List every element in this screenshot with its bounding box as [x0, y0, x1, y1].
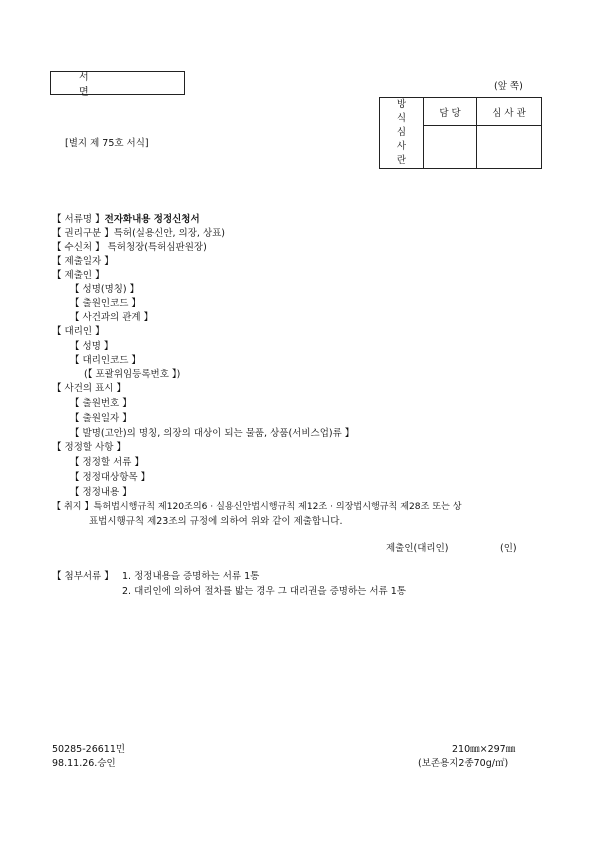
doc-name-label: 【 서류명 】	[52, 214, 105, 225]
right-class: 【 권리구분 】특허(실용신안, 의장, 상표)	[52, 228, 226, 239]
submitter-heading: 【 제출인 】	[52, 270, 105, 281]
doc-name-line	[52, 213, 200, 226]
footer-code: 50285-26611민	[52, 744, 126, 755]
review-col-examiner: 심 사 관	[477, 98, 542, 126]
agent-registration: (【 포괄위임등록번호 】)	[84, 369, 181, 380]
purpose-line-1: 【 취지 】특허법시행규칙 제120조의6 · 실용신안법시행규칙 제12조 · 의장법시행규칙 제28조 또는 상	[52, 502, 462, 512]
submitter-name: 【 성명(명칭) 】	[70, 284, 140, 295]
review-label-line: 심	[396, 127, 407, 138]
document-title: 서 면	[79, 72, 117, 98]
recipient: 【 수신처 】 특허청장(특허심판원장)	[52, 242, 207, 253]
agent-name: 【 성명 】	[70, 341, 114, 352]
case-date: 【 출원일자 】	[70, 413, 132, 424]
correction-doc: 【 정정할 서류 】	[70, 457, 144, 468]
doc-name-value: 전자화내용 정정신청서	[104, 214, 200, 225]
review-col-officer: 담 당	[424, 98, 477, 126]
agent-code: 【 대리인코드 】	[70, 355, 141, 366]
submitter-relation: 【 사건과의 관계 】	[70, 312, 154, 323]
attachments-label: 【 첨부서류 】	[52, 571, 114, 582]
attachment-item: 1. 정정내용을 증명하는 서류 1통	[122, 571, 260, 582]
review-label-line: 식	[396, 113, 407, 124]
case-title: 【 발명(고안)의 명칭, 의장의 대상이 되는 물품, 상품(서비스업)류 】	[70, 428, 355, 439]
submitter-code: 【 출원인코드 】	[70, 298, 141, 309]
agent-heading: 【 대리인 】	[52, 326, 105, 337]
case-number: 【 출원번호 】	[70, 398, 132, 409]
footer-size: 210㎜×297㎜	[452, 744, 516, 755]
seal-mark: (인)	[500, 543, 517, 554]
review-table	[379, 97, 542, 169]
purpose-line-2: 표법시행규칙 제23조의 규정에 의하여 위와 같이 제출합니다.	[89, 516, 343, 527]
correction-content: 【 정정내용 】	[70, 487, 132, 498]
page-side-note: (앞 쪽)	[494, 81, 523, 92]
footer-approval: 98.11.26.승인	[52, 758, 116, 769]
review-label	[380, 98, 424, 169]
review-examiner-cell[interactable]	[477, 126, 542, 169]
document-title-box	[50, 71, 185, 98]
review-label-line: 방	[396, 99, 407, 110]
correction-item: 【 정정대상항목 】	[70, 472, 151, 483]
signer-label: 제출인(대리인)	[386, 543, 449, 554]
footer-paper: (보존용지2종70g/㎡)	[418, 758, 509, 769]
review-label-line: 란	[396, 155, 407, 166]
attachment-item: 2. 대리인에 의하여 절차를 밟는 경우 그 대리권을 증명하는 서류 1통	[122, 586, 406, 597]
review-officer-cell[interactable]	[424, 126, 477, 169]
review-label-line: 사	[396, 141, 407, 152]
case-heading: 【 사건의 표시 】	[52, 383, 126, 394]
form-number: [별지 제 75호 서식]	[65, 138, 149, 149]
correction-heading: 【 정정할 사항 】	[52, 442, 126, 453]
submit-date: 【 제출일자 】	[52, 256, 114, 267]
